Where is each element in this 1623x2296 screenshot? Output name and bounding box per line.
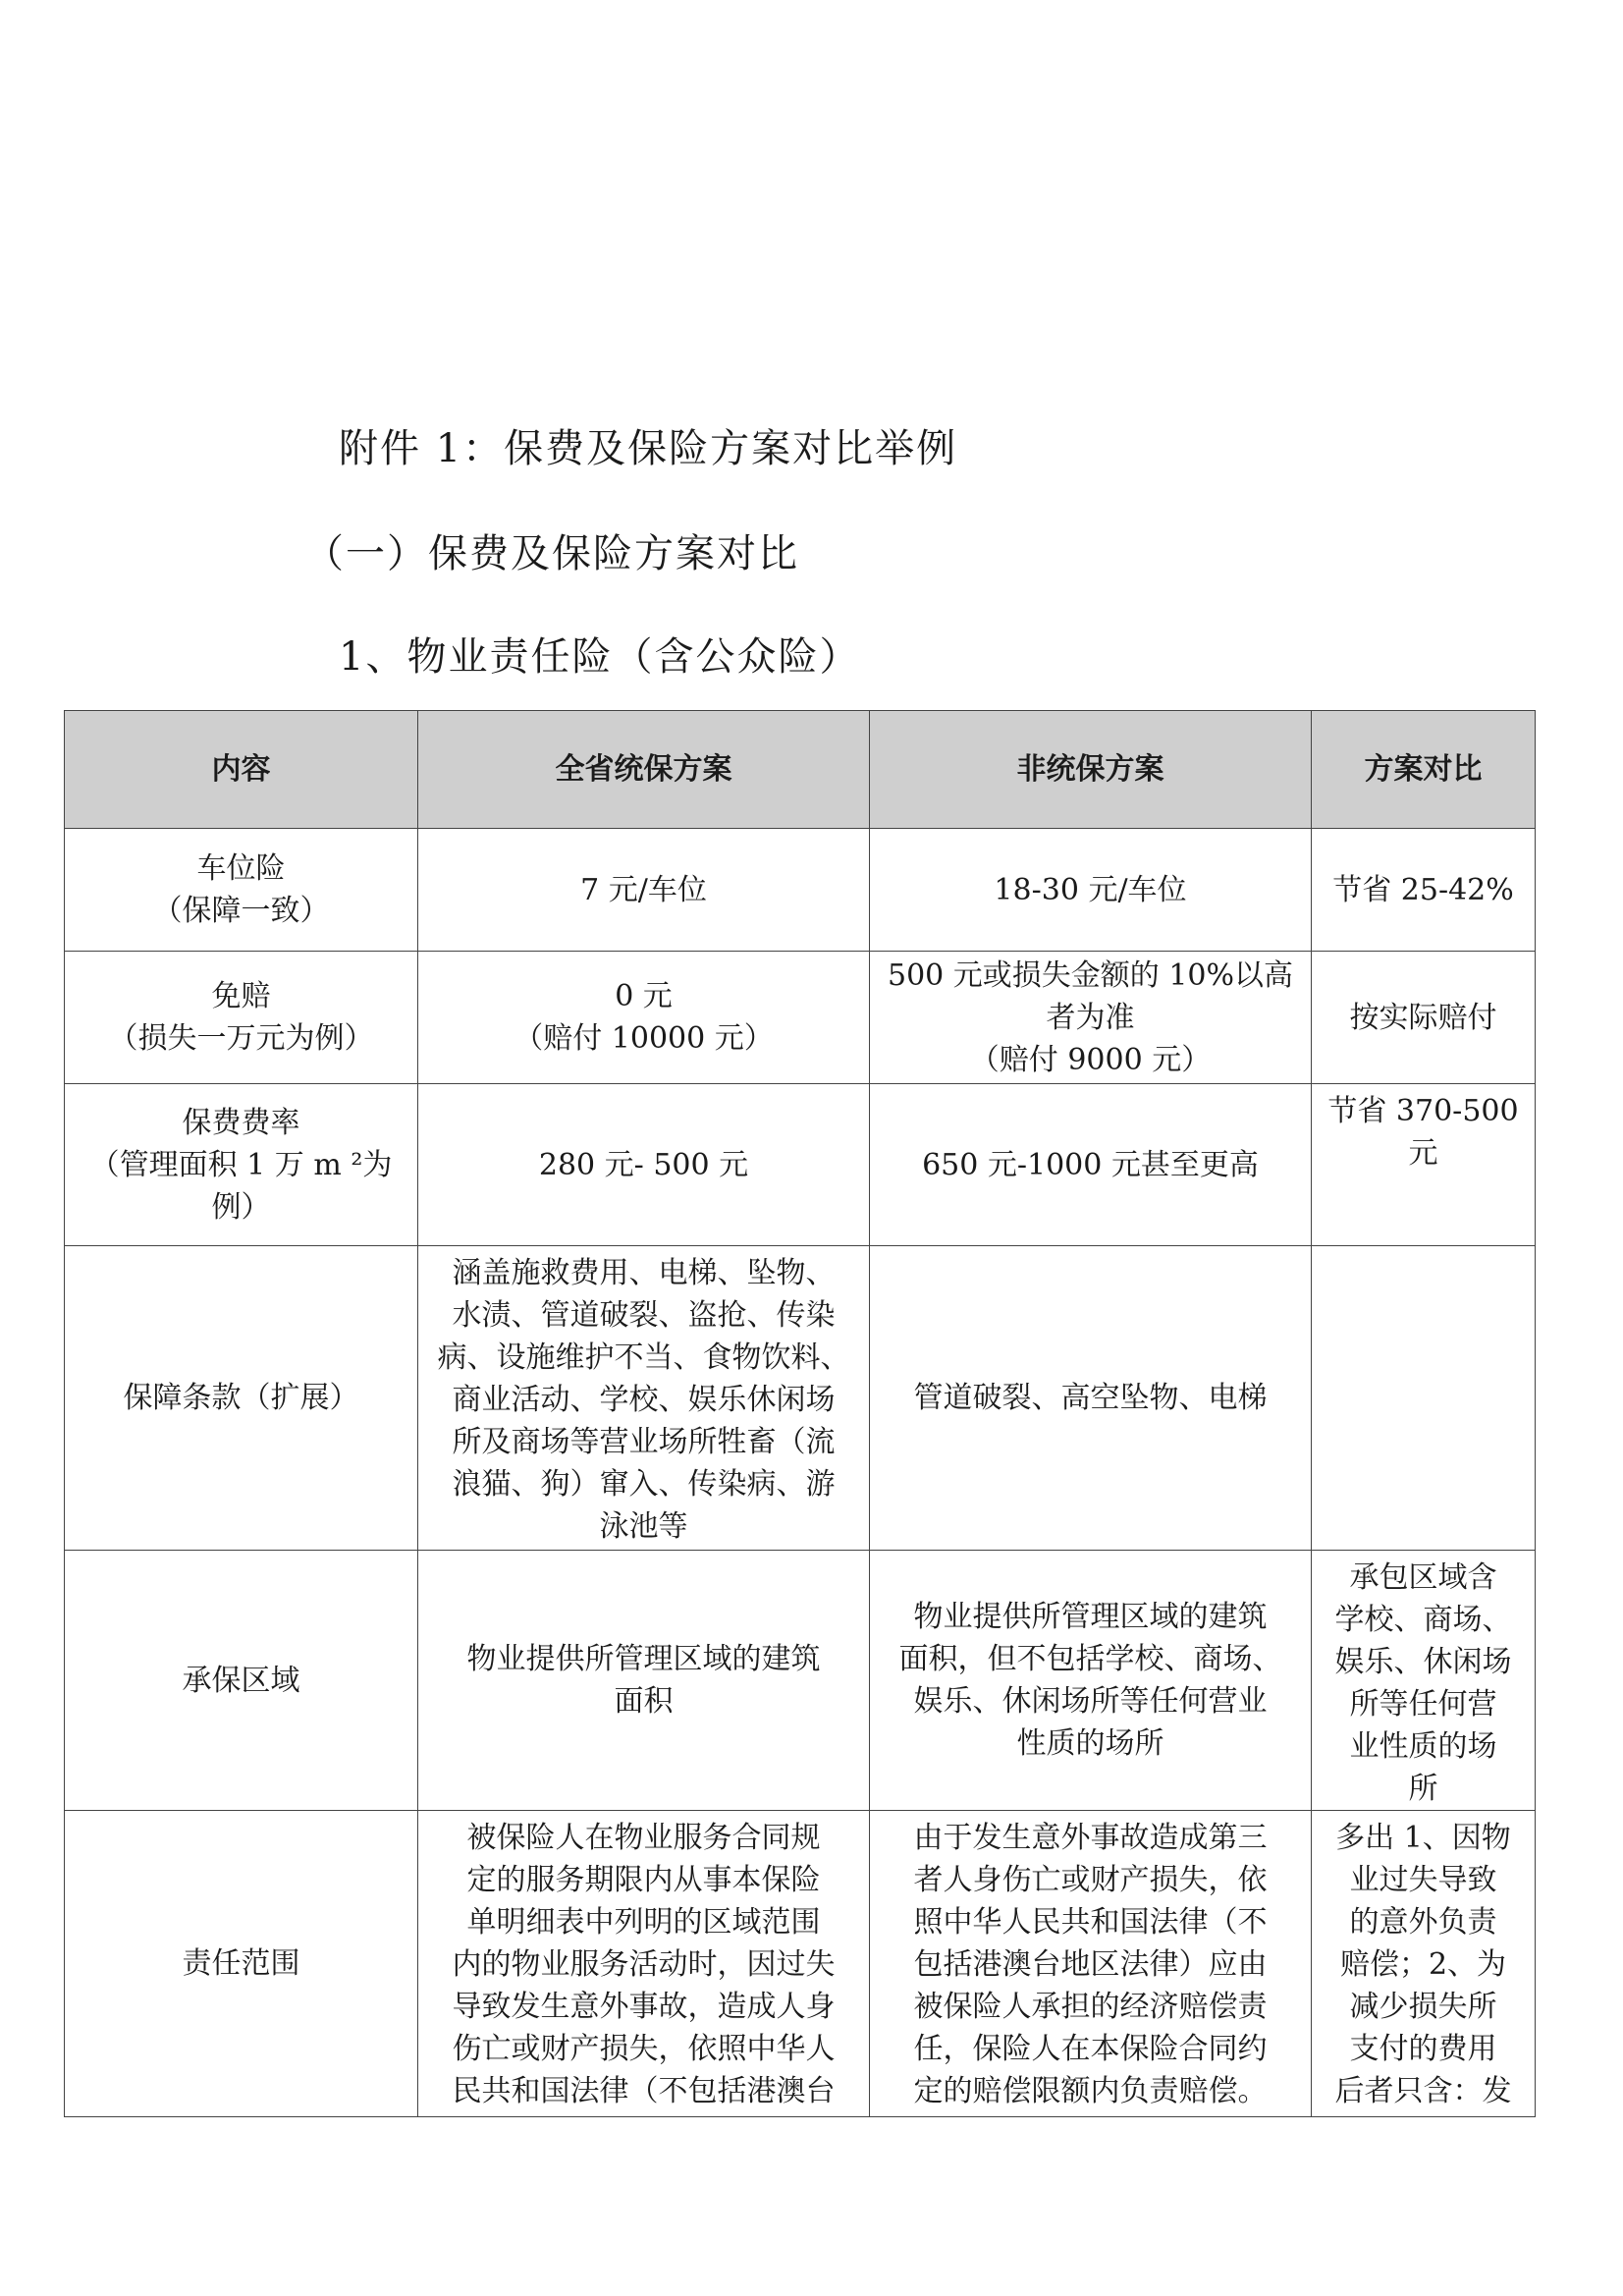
- cell-line: 500 元或损失金额的 10%以高: [887, 957, 1293, 993]
- cell-line: 0 元: [615, 979, 673, 1013]
- cell-item: [65, 1551, 418, 1811]
- table-header-row: [65, 711, 1536, 829]
- cell-line: 照中华人民共和国法律（不: [913, 1905, 1268, 1940]
- cell-line: 保障条款（扩展）: [123, 1381, 359, 1415]
- cell-line: 650 元-1000 元甚至更高: [922, 1147, 1259, 1182]
- cell-line: 按实际赔付: [1349, 1000, 1497, 1035]
- cell-line: （管理面积 1 万 m ²为: [89, 1147, 393, 1182]
- cell-line: 承保区域: [182, 1663, 300, 1698]
- cell-line: 被保险人在物业服务合同规: [466, 1821, 821, 1855]
- cell-line: 例）: [211, 1189, 271, 1225]
- table-row: [65, 1551, 1536, 1811]
- cell-comparison: [1312, 1246, 1536, 1551]
- cell-line: 280 元- 500 元: [538, 1147, 749, 1182]
- attachment-title: 附件 1：保费及保险方案对比举例: [339, 426, 958, 471]
- cell-comparison: [1312, 952, 1536, 1084]
- cell-line: 泳池等: [599, 1509, 688, 1544]
- cell-line: 伤亡或财产损失，依照中华人: [452, 2032, 836, 2066]
- cell-line: 内的物业服务活动时，因过失: [452, 1947, 836, 1982]
- cell-line: 民共和国法律（不包括港澳台: [452, 2074, 836, 2108]
- cell-line: 面积，但不包括学校、商场、: [898, 1642, 1282, 1676]
- cell-line: 的意外负责: [1349, 1905, 1497, 1940]
- header-non-unified-plan: 非统保方案: [870, 711, 1312, 829]
- cell-non-unified: [870, 1811, 1312, 2117]
- cell-line: 导致发生意外事故，造成人身: [452, 1990, 836, 2024]
- table-row: [65, 952, 1536, 1084]
- cell-line: 任，保险人在本保险合同约: [913, 2032, 1268, 2066]
- cell-non-unified: [870, 1084, 1312, 1246]
- section-title: （一）保费及保险方案对比: [304, 531, 799, 576]
- cell-unified: [418, 1551, 870, 1811]
- cell-non-unified: [870, 829, 1312, 952]
- cell-line: 承包区域含: [1349, 1560, 1497, 1595]
- cell-line: 物业提供所管理区域的建筑: [466, 1642, 821, 1676]
- cell-item: [65, 1811, 418, 2117]
- cell-line: 由于发生意外事故造成第三: [913, 1821, 1268, 1855]
- cell-line: 所: [1408, 1772, 1438, 1806]
- cell-line: 业过失导致: [1349, 1863, 1497, 1897]
- cell-line: 车位险: [196, 851, 286, 886]
- cell-line: 业性质的场: [1349, 1729, 1497, 1764]
- subsection-title: 1、物业责任险（含公众险）: [339, 634, 861, 680]
- table-body: [65, 829, 1536, 2117]
- cell-line: 7 元/车位: [580, 872, 707, 907]
- cell-line: 责任范围: [182, 1946, 300, 1981]
- table-row: [65, 1246, 1536, 1551]
- cell-line: 者人身伤亡或财产损失，依: [913, 1863, 1268, 1897]
- header-content: 内容: [65, 711, 418, 829]
- cell-line: （保障一致）: [152, 894, 330, 928]
- cell-line: 被保险人承担的经济赔偿责: [913, 1990, 1268, 2024]
- cell-line: 涵盖施救费用、电梯、坠物、: [452, 1256, 836, 1290]
- cell-item: [65, 829, 418, 952]
- cell-comparison: [1312, 829, 1536, 952]
- cell-unified: [418, 1084, 870, 1246]
- cell-line: 学校、商场、: [1334, 1603, 1512, 1637]
- cell-line: 所等任何营: [1349, 1687, 1497, 1722]
- insurance-comparison-table: [64, 710, 1536, 2117]
- cell-line: 包括港澳台地区法律）应由: [913, 1947, 1268, 1982]
- cell-line: 浪猫、狗）窜入、传染病、游: [452, 1467, 836, 1502]
- cell-unified: [418, 1811, 870, 2117]
- cell-line: 后者只含：发: [1334, 2074, 1512, 2108]
- cell-unified: [418, 1246, 870, 1551]
- header-unified-plan: 全省统保方案: [418, 711, 870, 829]
- cell-line: 性质的场所: [1016, 1726, 1164, 1761]
- cell-comparison: [1312, 1084, 1536, 1246]
- cell-line: 者为准: [1046, 1000, 1135, 1035]
- cell-line: 水渍、管道破裂、盗抢、传染: [452, 1298, 836, 1333]
- cell-line: 节省 370-500: [1327, 1094, 1519, 1128]
- cell-line: 物业提供所管理区域的建筑: [913, 1600, 1268, 1634]
- cell-non-unified: [870, 1551, 1312, 1811]
- cell-line: 定的赔偿限额内负责赔偿。: [913, 2074, 1268, 2108]
- cell-line: 面积: [614, 1684, 674, 1719]
- cell-line: 保费费率: [182, 1105, 300, 1140]
- cell-line: 所及商场等营业场所牲畜（流: [452, 1425, 836, 1459]
- cell-line: 减少损失所: [1349, 1990, 1497, 2024]
- cell-item: [65, 1246, 418, 1551]
- cell-line: 18-30 元/车位: [994, 872, 1187, 907]
- cell-line: 定的服务期限内从事本保险: [466, 1863, 821, 1897]
- cell-line: 商业活动、学校、娱乐休闲场: [452, 1383, 836, 1417]
- cell-comparison: [1312, 1551, 1536, 1811]
- cell-line: 单明细表中列明的区域范围: [466, 1905, 821, 1940]
- cell-unified: [418, 829, 870, 952]
- cell-line: 支付的费用: [1349, 2032, 1497, 2066]
- cell-line: 元: [1408, 1136, 1438, 1171]
- cell-line: 免赔: [211, 979, 271, 1013]
- cell-item: [65, 1084, 418, 1246]
- table-row: [65, 1084, 1536, 1246]
- cell-line: （赔付 10000 元）: [514, 1021, 774, 1056]
- table-row: [65, 829, 1536, 952]
- cell-line: （损失一万元为例）: [108, 1021, 374, 1056]
- table-row: [65, 1811, 1536, 2117]
- cell-item: [65, 952, 418, 1084]
- header-comparison: 方案对比: [1312, 711, 1536, 829]
- cell-non-unified: [870, 952, 1312, 1084]
- cell-line: （赔付 9000 元）: [969, 1042, 1212, 1077]
- cell-line: 病、设施维护不当、食物饮料、: [437, 1340, 850, 1375]
- cell-non-unified: [870, 1246, 1312, 1551]
- cell-line: 娱乐、休闲场: [1334, 1645, 1512, 1679]
- cell-line: 多出 1、因物: [1335, 1821, 1511, 1855]
- cell-line: 娱乐、休闲场所等任何营业: [913, 1684, 1268, 1719]
- cell-comparison: [1312, 1811, 1536, 2117]
- cell-unified: [418, 952, 870, 1084]
- cell-line: 管道破裂、高空坠物、电梯: [913, 1381, 1268, 1415]
- cell-line: 节省 25-42%: [1332, 872, 1514, 907]
- cell-line: 赔偿；2、为: [1339, 1947, 1507, 1982]
